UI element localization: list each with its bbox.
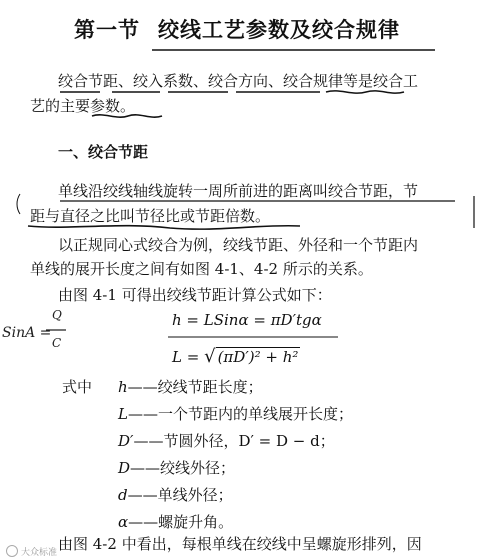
page-title — [74, 14, 400, 44]
intro-line-1: 绞合节距、绞入系数、绞合方向、绞合规律等是绞合工 — [58, 72, 419, 90]
handwritten-note — [2, 325, 51, 341]
definition-text: 螺旋升角。 — [158, 513, 234, 531]
definition-dash: —— — [133, 432, 164, 450]
definition-symbol: D′ — [118, 432, 134, 450]
definition-item — [118, 484, 233, 505]
definition-symbol: h — [118, 378, 128, 396]
definition-item — [118, 457, 235, 478]
para4-line-1: 由图 4-2 中看出，每根单线在绞线中呈螺旋形排列，因 — [58, 535, 422, 553]
definition-symbol: D — [118, 459, 131, 477]
formula-length-lhs: L = — [172, 348, 200, 366]
para3-line-1: 由图 4-1 可得出绞线节距计算公式如下： — [58, 286, 332, 304]
para2-line-1: 以正规同心式绞合为例，绞线节距、外径和一个节距内 — [58, 236, 419, 254]
section-heading: 一、绞合节距 — [58, 143, 149, 161]
watermark — [6, 545, 57, 558]
definition-line-1: 单线沿绞线轴线旋转一周所前进的距离叫绞合节距，节 — [58, 182, 419, 200]
definition-item — [118, 511, 233, 532]
definition-dash: —— — [127, 486, 158, 504]
definition-item — [118, 430, 335, 451]
definition-text: 一个节距内的单线展开长度； — [157, 405, 353, 423]
handwritten-note-left: SinA = — [2, 325, 52, 341]
definition-dash: —— — [130, 459, 161, 477]
definition-text: 节圆外径，D′ = D − d； — [163, 432, 335, 450]
watermark-logo-icon — [6, 545, 18, 557]
definition-line-2: 距与直径之比叫节径比或节距倍数。 — [30, 207, 271, 225]
definition-symbol: L — [118, 405, 128, 423]
section-number: 第一节 — [74, 17, 140, 42]
where-label: 式中 — [62, 378, 93, 396]
handwritten-denominator: C — [52, 336, 62, 350]
watermark-text: 大众标准 — [21, 548, 58, 558]
definition-text: 绞线节距长度； — [157, 378, 263, 396]
handwritten-numerator: Q — [52, 308, 62, 322]
intro-line-2: 艺的主要参数。 — [30, 97, 136, 115]
definition-text: 单线外径； — [157, 486, 233, 504]
definition-dash: —— — [128, 513, 159, 531]
formula-pitch: h = LSinα = πD′tgα — [172, 311, 322, 329]
formula-length-rhs: (πD′)² + h² — [217, 348, 299, 366]
section-title: 绞线工艺参数及绞合规律 — [158, 17, 400, 42]
definition-dash: —— — [127, 378, 158, 396]
para2-line-2: 单线的展开长度之间有如图 4-1、4-2 所示的关系。 — [30, 260, 373, 278]
definition-symbol: d — [118, 486, 128, 504]
formula-length — [172, 346, 300, 367]
definition-text: 绞线外径； — [160, 459, 236, 477]
definition-symbol: α — [118, 513, 129, 531]
sqrt-icon: √ — [204, 346, 216, 367]
definition-item — [118, 376, 263, 397]
definition-item — [118, 403, 353, 424]
definition-dash: —— — [127, 405, 158, 423]
margin-bracket — [17, 194, 20, 214]
